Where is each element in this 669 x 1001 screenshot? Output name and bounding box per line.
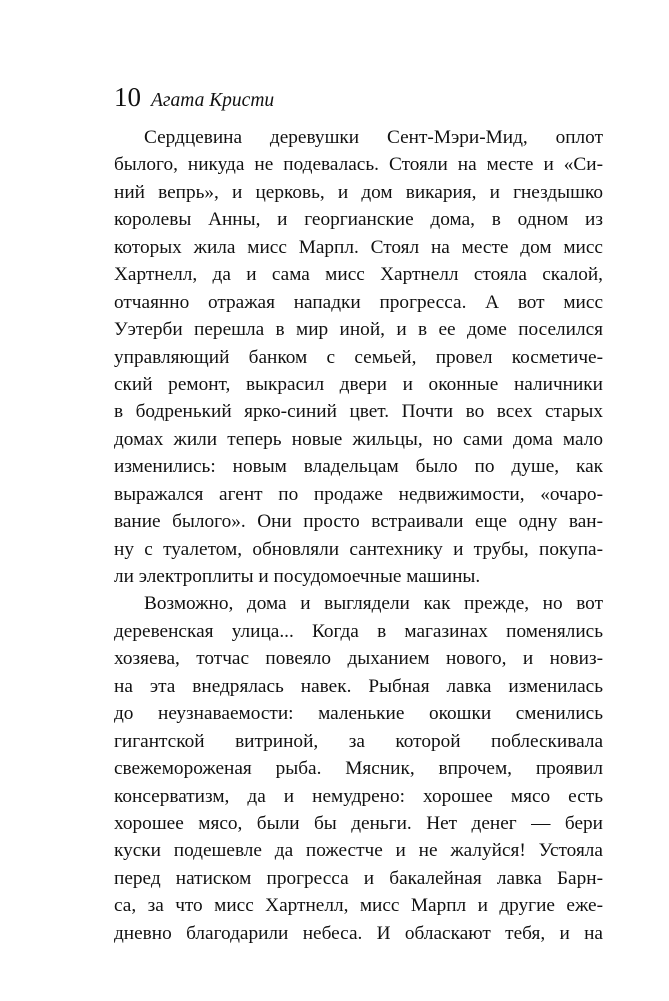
text-line: былого, никуда не подевалась. Стояли на месте и «Си-: [114, 154, 603, 176]
text-line: хозяева, тотчас повеяло дыханием нового, и новиз-: [114, 648, 603, 670]
paragraph: [114, 124, 603, 590]
text-line: королевы Анны, и георгианские дома, в одном из: [114, 209, 603, 231]
text-line: дневно благодарили небеса. И обласкают тебя, и на: [114, 922, 603, 944]
text-line: ну с туалетом, обновляли сантехнику и трубы, покупа-: [114, 538, 603, 560]
text-line: изменились: новым владельцам было по душе, как: [114, 456, 603, 478]
text-line: Сердцевина деревушки Сент-Мэри-Мид, оплот: [144, 127, 603, 148]
text-line: в бодренький ярко-синий цвет. Почти во всех старых: [114, 401, 603, 423]
text-line: которых жила мисс Марпл. Стоял на месте дом мисс: [114, 236, 603, 258]
text-line: Уэтерби перешла в мир иной, и в ее доме поселился: [114, 319, 603, 341]
page-number: 10: [114, 82, 141, 112]
text-line: отчаянно отражая нападки прогресса. А вот мисс: [114, 291, 603, 313]
paragraph: [114, 590, 603, 947]
text-line: Хартнелл, да и сама мисс Хартнелл стояла скалой,: [114, 264, 603, 286]
text-line: до неузнаваемости: маленькие окошки сменились: [114, 703, 603, 725]
text-line: вание былого». Они просто встраивали еще одну ван-: [114, 511, 603, 533]
text-line: перед натиском прогресса и бакалейная лавка Барн-: [114, 867, 603, 889]
text-line: са, за что мисс Хартнелл, мисс Марпл и другие еже-: [114, 895, 603, 917]
text-line: домах жили теперь новые жильцы, но сами дома мало: [114, 428, 603, 450]
text-line: ский ремонт, выкрасил двери и оконные наличники: [114, 373, 603, 395]
text-line: выражался агент по продаже недвижимости, «очаро-: [114, 483, 603, 505]
text-line: ний вепрь», и церковь, и дом викария, и гнездышко: [114, 181, 603, 203]
running-title: Агата Кристи: [151, 90, 275, 111]
text-line: консерватизм, да и немудрено: хорошее мясо есть: [114, 785, 603, 807]
body-text: [114, 124, 603, 947]
text-line: управляющий банком с семьей, провел косметиче-: [114, 346, 603, 368]
text-line: куски подешевле да пожестче и не жалуйся! Устояла: [114, 840, 603, 862]
text-line: гигантской витриной, за которой поблескивала: [114, 730, 603, 752]
text-line: на эта внедрялась навек. Рыбная лавка изменилась: [114, 675, 603, 697]
text-line: Возможно, дома и выглядели как прежде, но вот: [144, 593, 603, 615]
page-header: [114, 84, 274, 111]
text-line: свежемороженая рыба. Мясник, впрочем, проявил: [114, 758, 603, 780]
text-line: деревенская улица... Когда в магазинах поменялись: [114, 620, 603, 642]
text-line: хорошее мясо, были бы деньги. Нет денег — бери: [114, 812, 603, 834]
text-line: ли электроплиты и посудомоечные машины.: [114, 566, 481, 587]
